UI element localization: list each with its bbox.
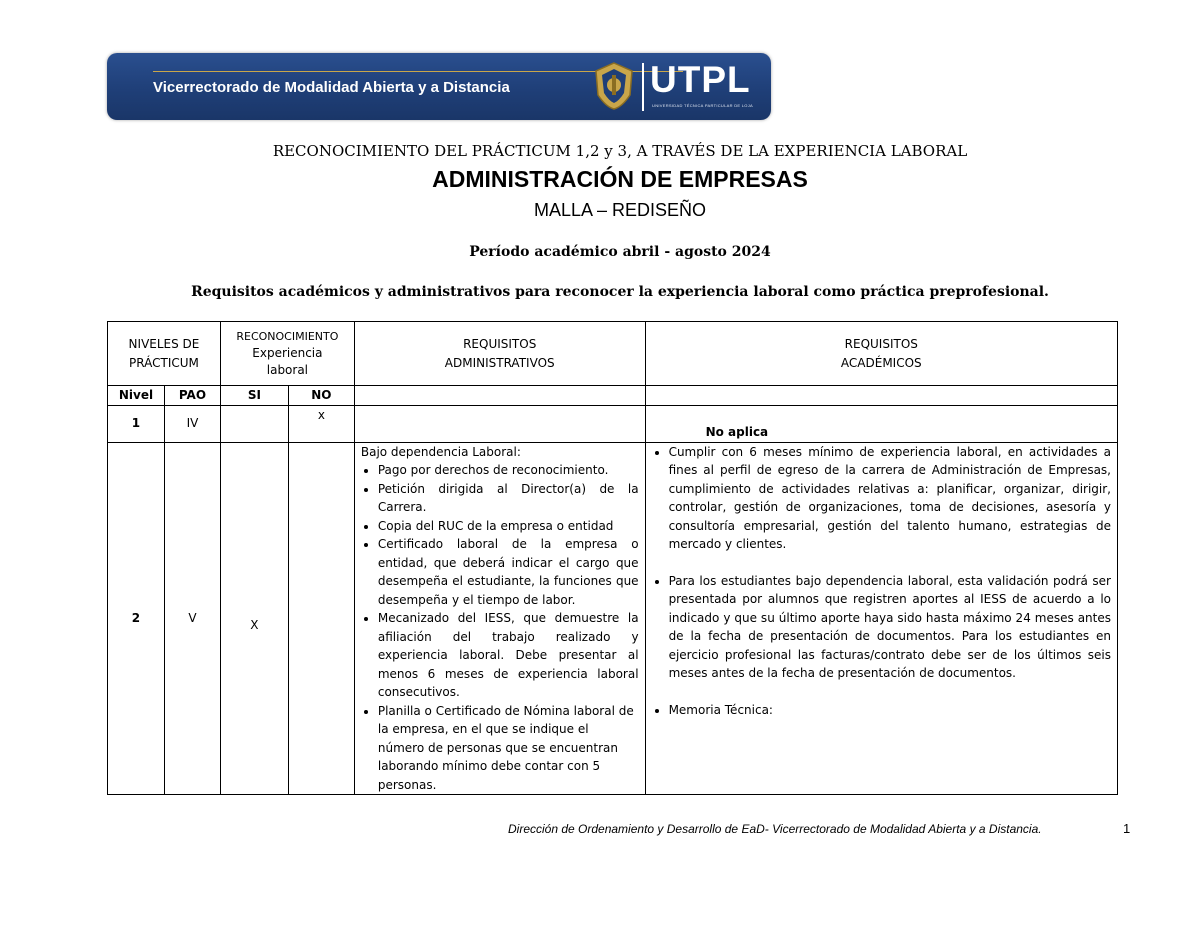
list-item: • Certificado laboral de la empresa o entidad, que deberá indicar el cargo que desempeña el estudiante, la funciones que desempeña y el tiempo de labor. [378,535,639,609]
row1-nivel: 1 [108,405,165,442]
document-heading: RECONOCIMIENTO DEL PRÁCTICUM 1,2 y 3, A TRAVÉS DE LA EXPERIENCIA LABORAL [272,142,968,160]
subheader-nivel: Nivel [108,386,165,406]
row1-no: x [288,405,354,442]
subheader-no: NO [288,386,354,406]
subheader-pao: PAO [164,386,220,406]
admin-intro: Bajo dependencia Laboral: [360,444,521,459]
utpl-logo: UTPL [650,59,751,100]
program-subtitle: MALLA – REDISEÑO [533,200,707,220]
header-niveles: NIVELES DE PRÁCTICUM [108,322,221,386]
subheader-empty-admin [354,386,645,406]
header-requisitos-administrativos: REQUISITOS ADMINISTRATIVOS [354,322,645,386]
program-title: ADMINISTRACIÓN DE EMPRESAS [432,166,808,192]
list-item: • Planilla o Certificado de Nómina laboral de la empresa, en el que se indique el número de personas que se encuentran laborando mínimo debe contar con 5 personas. [378,702,639,795]
academic-period: Período académico abril - agosto 2024 [469,244,771,260]
row1-si [220,405,288,442]
row2-admin [354,442,645,795]
list-item: • Copia del RUC de la empresa o entidad [378,517,639,536]
row1-admin [354,405,645,442]
academic-requirements-list [652,572,1111,683]
requirements-table [107,321,1118,795]
table-subheader-row [108,386,1118,406]
table-header-row [108,322,1118,386]
row2-si: X [220,442,288,795]
list-item: • Cumplir con 6 meses mínimo de experiencia laboral, en actividades a fines al perfil de egreso de la carrera de Administración de Empresas, cumplimiento de actividades relativas a: planificar, organizar, dirigir, controlar, gestión de organizaciones, toma de decisiones, asesoría y consultoría empresarial, gestión del talento humano, estrategias de mercado y clientes. [669,443,1111,554]
admin-requirements-list [361,461,639,794]
list-item: • Petición dirigida al Director(a) de la Carrera. [378,480,639,517]
header-requisitos-academicos: REQUISITOS ACADÉMICOS [645,322,1117,386]
utpl-seal-icon [592,61,636,111]
list-item: • Pago por derechos de reconocimiento. [378,461,639,480]
requirements-heading: Requisitos académicos y administrativos para reconocer la experiencia laboral como práctica preprofesional. [191,284,1049,300]
row1-pao: IV [164,405,220,442]
academic-requirements-list [652,701,1111,720]
subheader-si: SI [220,386,288,406]
row2-no [288,442,354,795]
academic-requirements-list [652,443,1111,554]
list-item: • Para los estudiantes bajo dependencia laboral, esta validación podrá ser presentada por alumnos que registren aportes al IESS de acuerdo a lo indicado y que su último aporte haya sido hasta máximo 24 meses antes de la fecha de presentación de documentos. Para los estudiantes en ejercicio profesional las facturas/contrato debe ser de los últimos seis meses antes de la fecha de presentación de documentos. [669,572,1111,683]
banner-title: Vicerrectorado de Modalidad Abierta y a Distancia [153,79,510,96]
page-footer: Dirección de Ordenamiento y Desarrollo de EaD- Vicerrectorado de Modalidad Abierta y a Distancia. [508,822,1042,836]
row2-acad [645,442,1117,795]
list-item: • Mecanizado del IESS, que demuestre la afiliación del trabajo realizado y experiencia laboral. Debe presentar al menos 6 meses de experiencia laboral consecutivos. [378,609,639,702]
table-row [108,405,1118,442]
table-row [108,442,1118,795]
list-item: • Memoria Técnica: [669,701,1111,720]
row2-nivel: 2 [108,442,165,795]
header-reconocimiento: RECONOCIMIENTO Experiencia laboral [220,322,354,386]
page-number: 1 [1123,821,1131,836]
utpl-logo-subtext: UNIVERSIDAD TÉCNICA PARTICULAR DE LOJA [652,103,753,108]
row1-acad: No aplica [645,405,1117,442]
banner-separator [642,63,644,111]
header-banner [107,53,771,120]
row2-pao: V [164,442,220,795]
subheader-empty-acad [645,386,1117,406]
